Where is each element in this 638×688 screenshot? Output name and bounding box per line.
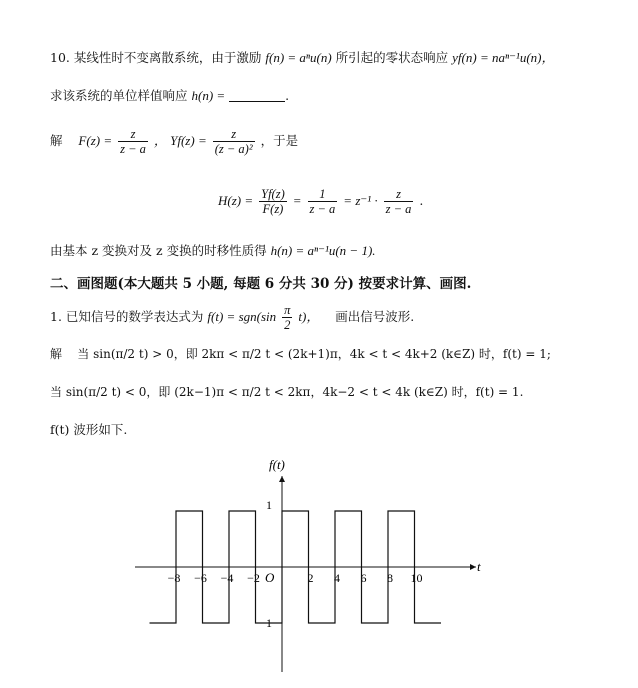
x-tick-label: −4: [220, 571, 234, 585]
problem-text: 所引起的零状态响应: [335, 50, 449, 65]
waveform-note: f(t) 波形如下.: [50, 422, 128, 437]
Y-numerator: z: [213, 127, 255, 142]
x-tick-label: −8: [167, 571, 181, 585]
equals-z-inverse: = z⁻¹ ·: [343, 193, 378, 208]
H-numerator-3: z: [384, 187, 414, 202]
H-denominator-1: F(z): [262, 202, 284, 216]
problem-text: 求该系统的单位样值响应: [50, 88, 188, 103]
F-fraction: [118, 127, 148, 156]
H-numerator-2: 1: [308, 187, 338, 202]
x-tick-label: 10: [410, 571, 423, 585]
problem1-line: [50, 302, 414, 332]
sgn-expr-pre: f(t) = sgn(sin: [207, 309, 277, 324]
h-formula: h(n) =: [191, 88, 226, 103]
H-denominator-3: z − a: [385, 202, 412, 216]
F-denominator: z − a: [120, 142, 146, 156]
waveform-chart: [0, 440, 638, 688]
solution1-case2: [50, 384, 523, 400]
x-axis-label: t: [477, 559, 481, 574]
period: .: [419, 193, 424, 208]
H-equation: [218, 186, 423, 216]
pi-numerator: π: [284, 303, 291, 317]
Y-fraction: [213, 127, 255, 156]
pi-over-2: [282, 303, 292, 332]
two-denominator: 2: [284, 318, 291, 332]
problem-text: 某线性时不变离散系统，由于激励: [73, 50, 262, 65]
x-tick-label: −2: [247, 571, 260, 585]
problem10-line2: [50, 88, 289, 104]
F-numerator: z: [118, 127, 148, 142]
H-fraction-2: [308, 187, 338, 216]
H-lhs: H(z) =: [218, 193, 254, 208]
x-tick-label: −6: [194, 571, 207, 585]
H-denominator-2: z − a: [309, 202, 336, 216]
section2-title: 二、画图题(本大题共 5 小题, 每题 6 分共 30 分) 按要求计算、画图.: [50, 276, 472, 292]
problem10-line1: [50, 50, 554, 66]
problem-number: 1.: [50, 309, 62, 324]
origin-label: O: [265, 570, 275, 585]
y-tick-label: −1: [259, 616, 272, 630]
x-tick-label: 8: [387, 571, 393, 585]
solution-label: 解: [50, 347, 63, 361]
y-axis-label: f(t): [269, 457, 285, 472]
period: .: [285, 88, 290, 103]
case2-text: 当 sin(π/2 t) < 0，即 (2k−1)π < π/2 t < 2kπ，4k−2 < t < 4k (k∈Z) 时，f(t) = 1.: [50, 385, 524, 399]
x-tick-label: 4: [334, 571, 340, 585]
solution-label: 解: [50, 133, 63, 148]
sgn-expr-post: t)，: [298, 309, 320, 324]
problem-number: 10.: [50, 50, 70, 65]
H-numerator-1: Yf(z): [261, 187, 285, 201]
case1-text: 当 sin(π/2 t) > 0，即 2kπ < π/2 t < (2k+1)π，4k < t < 4k+2 (k∈Z) 时，f(t) = 1;: [77, 347, 551, 361]
Y-lhs: ， Yf(z) =: [153, 133, 207, 148]
H-fraction-3: [384, 187, 414, 216]
solution-text: ，于是: [260, 133, 299, 148]
response-formula: yf(n) = naⁿ⁻¹u(n)，: [452, 50, 555, 65]
Y-denominator: (z − a)²: [214, 142, 253, 156]
F-lhs: F(z) =: [78, 133, 113, 148]
x-tick-label: 2: [307, 571, 314, 585]
x-tick-label: 6: [360, 571, 367, 585]
equals: =: [292, 193, 302, 208]
conclusion-text: 由基本 z 变换对及 z 变换的时移性质得: [50, 243, 267, 258]
conclusion-formula: h(n) = aⁿ⁻¹u(n − 1).: [270, 243, 376, 258]
solution10-conclusion: [50, 243, 376, 259]
solution1-case1: [50, 346, 551, 362]
problem-text: 画出信号波形.: [335, 309, 415, 324]
excitation-formula: f(n) = aⁿu(n): [265, 50, 332, 65]
problem-text: 已知信号的数学表达式为: [65, 309, 204, 324]
y-tick-label: 1: [266, 498, 272, 512]
solution10-line1: [50, 126, 298, 156]
H-fraction-1: [259, 187, 287, 216]
answer-blank: [229, 89, 285, 102]
